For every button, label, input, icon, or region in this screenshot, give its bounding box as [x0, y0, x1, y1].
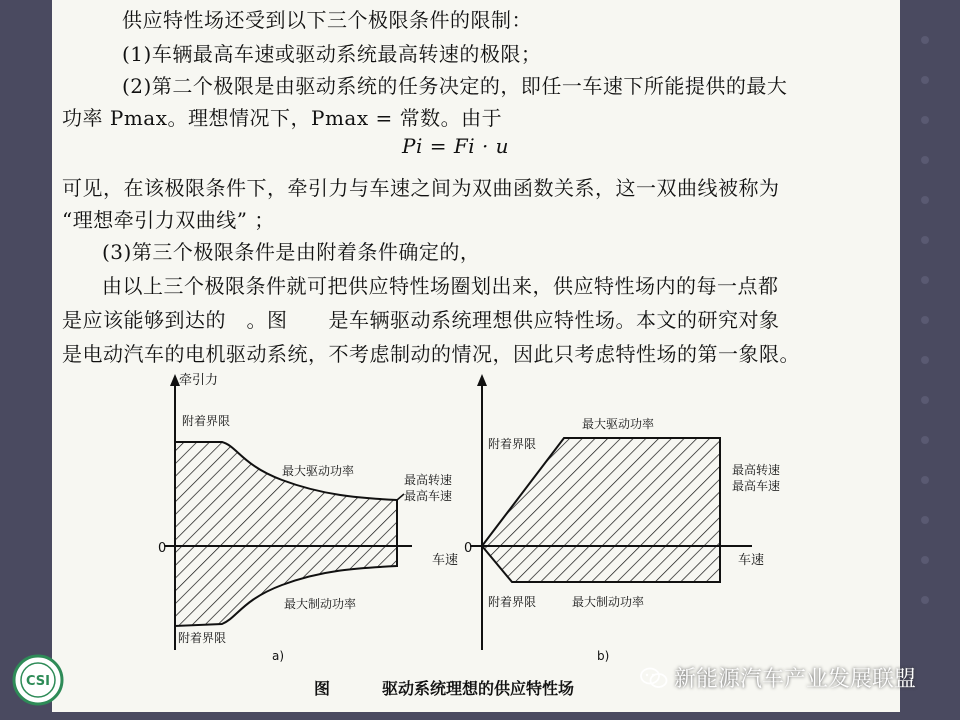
text-line: (1)车辆最高车速或驱动系统最高转速的极限； — [122, 42, 542, 66]
max-speed-label-a-2: 最高车速 — [404, 489, 453, 503]
speed-limit-tick-a — [397, 494, 404, 500]
watermark — [640, 662, 916, 693]
max-speed-label-b-1: 最高转速 — [732, 463, 781, 477]
y-arrow-b — [477, 374, 487, 386]
text-line: (2)第二个极限是由驱动系统的任务决定的，即任一车速下所能提供的最大 — [122, 74, 788, 98]
scanned-page — [52, 0, 900, 712]
drive-region-b — [482, 438, 720, 546]
figure-caption-label: 图 — [314, 679, 331, 698]
decorative-dot-column — [890, 0, 960, 720]
figure-caption-text: 驱动系统理想的供应特性场 — [382, 679, 575, 698]
text-line: 供应特性场还受到以下三个极限条件的限制： — [122, 8, 532, 32]
adhesion-top-label-a: 附着界限 — [182, 414, 231, 428]
x-axis-label-b: 车速 — [738, 553, 765, 568]
origin-label-a: 0 — [158, 541, 167, 556]
max-speed-label-a-1: 最高转速 — [404, 473, 453, 487]
max-brake-power-label-b: 最大制动功率 — [572, 595, 645, 609]
wechat-icon — [640, 667, 668, 689]
adhesion-top-label-b: 附着界限 — [488, 437, 537, 451]
drive-region-a — [175, 442, 397, 546]
brake-region-a — [175, 546, 397, 626]
max-brake-power-label-a: 最大制动功率 — [284, 597, 357, 611]
max-drive-power-label-b: 最大驱动功率 — [582, 417, 655, 431]
text-line: 可见，在该极限条件下，牵引力与车速之间为双曲函数关系，这一双曲线被称为 — [62, 176, 780, 200]
y-axis-label-a: 牵引力 — [179, 373, 219, 388]
max-speed-label-b-2: 最高车速 — [732, 479, 781, 493]
x-axis-label-a: 车速 — [432, 553, 459, 568]
adhesion-bottom-label-a: 附着界限 — [178, 631, 227, 645]
panel-label-a: a) — [272, 649, 285, 663]
max-drive-power-label-a: 最大驱动功率 — [282, 464, 355, 478]
text-line: 功率 Pmax。理想情况下，Pmax = 常数。由于 — [62, 106, 503, 130]
panel-label-b: b) — [597, 649, 610, 663]
panel-b — [464, 374, 780, 663]
brake-region-b — [482, 546, 720, 582]
panel-a — [158, 372, 458, 663]
text-line: (3)第三个极限条件是由附着条件确定的， — [102, 240, 481, 264]
origin-label-b: 0 — [464, 541, 473, 556]
organization-logo-icon — [12, 654, 64, 706]
supply-characteristic-figure — [52, 370, 900, 670]
adhesion-bottom-label-b: 附着界限 — [488, 595, 537, 609]
text-line: “理想牵引力双曲线” ； — [62, 208, 275, 232]
text-line: 由以上三个极限条件就可把供应特性场圈划出来，供应特性场内的每一点都 — [102, 274, 779, 298]
formula: Pi = Fi · u — [402, 134, 510, 158]
logo-text: CSI — [26, 674, 50, 689]
text-line: 是应该能够到达的 。图 是车辆驱动系统理想供应特性场。本文的研究对象 — [62, 308, 780, 332]
watermark-text: 新能源汽车产业发展联盟 — [674, 667, 917, 692]
text-line: 是电动汽车的电机驱动系统，不考虑制动的情况，因此只考虑特性场的第一象限。 — [62, 342, 800, 366]
